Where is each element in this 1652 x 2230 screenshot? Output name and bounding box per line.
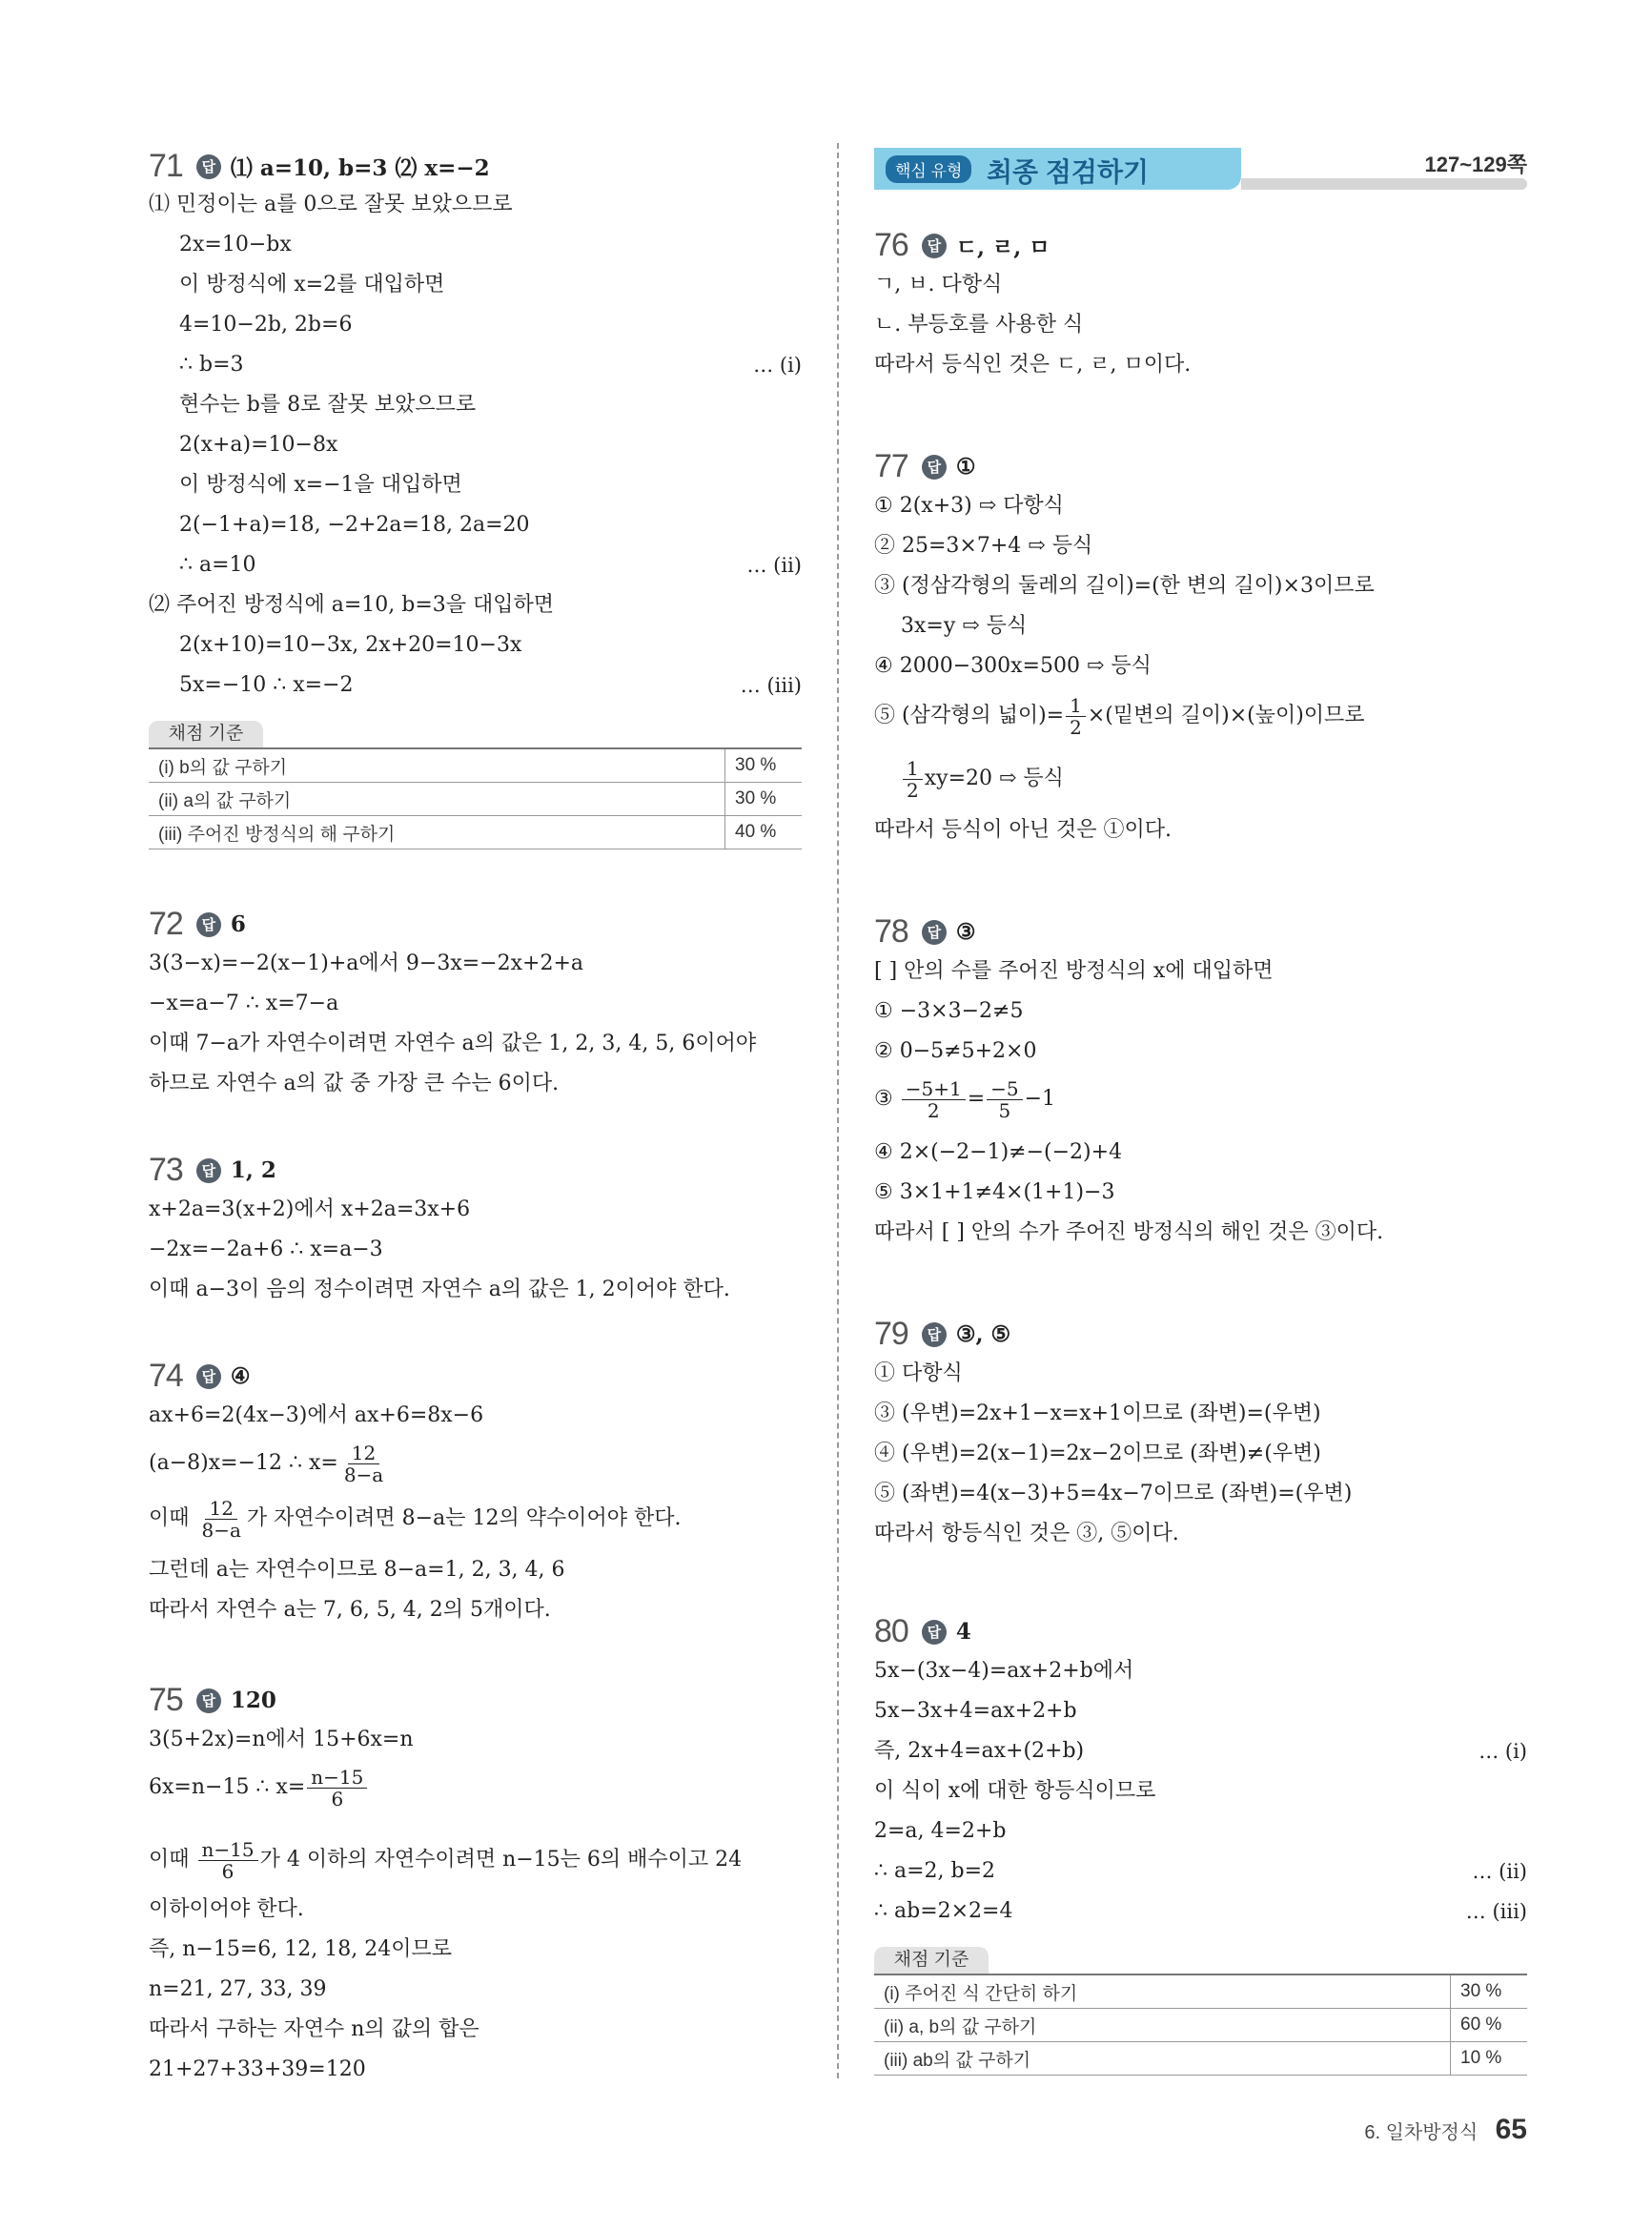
solution-line: ㄱ, ㅂ. 다항식 bbox=[874, 273, 1003, 297]
fraction-numerator: n−15 bbox=[198, 1839, 258, 1861]
fraction bbox=[987, 1078, 1022, 1121]
solution-line bbox=[874, 694, 1527, 738]
solution-line: 5x−(3x−4)=ax+2+b에서 bbox=[874, 1659, 1134, 1683]
line-text: 이때 bbox=[149, 1848, 196, 1872]
line-text: 가 자연수이려면 8−a는 12의 약수이어야 한다. bbox=[246, 1506, 682, 1530]
solution-line: ④ (우변)=2(x−1)=2x−2이므로 (좌변)≠(우변) bbox=[874, 1442, 1321, 1465]
section-rule bbox=[1241, 178, 1527, 190]
answer-text: ㄷ, ㄹ, ㅁ bbox=[955, 235, 1050, 260]
question-number: 71 bbox=[149, 148, 183, 184]
table-row bbox=[874, 2009, 1527, 2042]
criteria-label: 채점 기준 bbox=[874, 1947, 989, 1974]
criteria-pct: 40 % bbox=[725, 816, 803, 849]
answer-text: ④ bbox=[230, 1363, 251, 1389]
solution-line: 21+27+33+39=120 bbox=[149, 2057, 366, 2081]
solution-line: ① 다항식 bbox=[874, 1361, 963, 1385]
solution-line: 2(−1+a)=18, −2+2a=18, 2a=20 bbox=[179, 513, 530, 537]
chapter-label: 6. 일차방정식 bbox=[1364, 2122, 1479, 2143]
line-text: ⑤ (삼각형의 넓이)= bbox=[874, 704, 1065, 727]
answer-text: 120 bbox=[230, 1688, 276, 1713]
answer-text: 4 bbox=[955, 1619, 971, 1645]
solution-line: 현수는 b를 8로 잘못 보았으므로 bbox=[179, 393, 477, 417]
q80-header bbox=[874, 1613, 971, 1650]
criteria-table bbox=[149, 747, 802, 849]
solution-line: 2x=10−bx bbox=[179, 233, 292, 256]
solution-line: 5x=−10 ∴ x=−2 bbox=[179, 673, 354, 697]
solution-line: ① −3×3−2≠5 bbox=[874, 999, 1024, 1023]
section-header bbox=[874, 148, 1241, 190]
answer-text: ③, ⑤ bbox=[955, 1321, 1011, 1347]
solution-line bbox=[149, 1766, 802, 1810]
q76-header bbox=[874, 227, 1050, 264]
solution-line: ㄴ. 부등호를 사용한 식 bbox=[874, 313, 1084, 337]
solution-line: 이 방정식에 x=2를 대입하면 bbox=[179, 273, 445, 297]
solution-line: 따라서 구하는 자연수 n의 값의 합은 bbox=[149, 2017, 479, 2041]
q73-header bbox=[149, 1152, 276, 1189]
solution-line: −x=a−7 ∴ x=7−a bbox=[149, 992, 339, 1015]
fraction bbox=[1066, 695, 1086, 738]
solution-line: 3x=y ⇨ 등식 bbox=[901, 614, 1028, 638]
criteria-label: 채점 기준 bbox=[149, 721, 263, 747]
score-mark: … (ii) bbox=[1472, 1860, 1527, 1883]
criteria-pct: 30 % bbox=[725, 748, 803, 783]
answer-text: 1, 2 bbox=[230, 1157, 276, 1183]
q75-header bbox=[149, 1682, 276, 1719]
solution-line bbox=[149, 1497, 802, 1541]
criteria-pct: 30 % bbox=[725, 783, 803, 816]
fraction-denominator: 8−a bbox=[343, 1463, 384, 1486]
question-number: 77 bbox=[874, 448, 908, 484]
solution-line: ⑴ 민정이는 a를 0으로 잘못 보았으므로 bbox=[149, 193, 513, 216]
solution-line: ⑵ 주어진 방정식에 a=10, b=3을 대입하면 bbox=[149, 593, 555, 617]
score-mark: … (i) bbox=[753, 354, 802, 377]
fraction-denominator: 8−a bbox=[201, 1518, 241, 1542]
line-text: −1 bbox=[1024, 1087, 1056, 1111]
solution-line: ∴ b=3 bbox=[179, 353, 244, 377]
solution-line: 따라서 항등식인 것은 ③, ⑤이다. bbox=[874, 1522, 1179, 1545]
solution-line: ② 0−5≠5+2×0 bbox=[874, 1039, 1037, 1063]
solution-line: 이때 7−a가 자연수이려면 자연수 a의 값은 1, 2, 3, 4, 5, 6이어야 bbox=[149, 1032, 757, 1055]
question-number: 78 bbox=[874, 913, 908, 950]
line-text: xy=20 ⇨ 등식 bbox=[924, 767, 1064, 790]
criteria-table bbox=[874, 1974, 1527, 2076]
fraction bbox=[307, 1767, 367, 1810]
line-text: 가 4 이하의 자연수이려면 n−15는 6의 배수이고 24 bbox=[259, 1848, 743, 1872]
page-number: 65 bbox=[1495, 2114, 1527, 2145]
table-row bbox=[874, 1974, 1527, 2009]
score-mark: … (ii) bbox=[746, 554, 802, 577]
fraction bbox=[198, 1839, 258, 1882]
section-pill: 핵심 유형 bbox=[886, 155, 971, 183]
table-row bbox=[149, 816, 802, 849]
answer-badge: 답 bbox=[196, 912, 221, 937]
question-number: 72 bbox=[149, 906, 183, 942]
solution-line: 즉, 2x+4=ax+(2+b) bbox=[874, 1739, 1085, 1763]
solution-line: ∴ a=10 bbox=[179, 553, 256, 577]
criteria-pct: 60 % bbox=[1451, 2009, 1528, 2042]
fraction-denominator: 6 bbox=[221, 1859, 235, 1883]
fraction-denominator: 5 bbox=[998, 1098, 1011, 1122]
column-divider bbox=[837, 143, 839, 2078]
fraction bbox=[903, 758, 923, 801]
solution-line: 2(x+10)=10−3x, 2x+20=10−3x bbox=[179, 633, 522, 657]
solution-line: ③ (정삼각형의 둘레의 길이)=(한 변의 길이)×3이므로 bbox=[874, 574, 1375, 598]
line-text: (a−8)x=−12 ∴ x= bbox=[149, 1451, 338, 1475]
fraction bbox=[198, 1498, 245, 1541]
fraction-denominator: 6 bbox=[331, 1787, 344, 1811]
solution-line: ① 2(x+3) ⇨ 다항식 bbox=[874, 494, 1064, 518]
fraction bbox=[340, 1442, 387, 1485]
solution-line: 3(3−x)=−2(x−1)+a에서 9−3x=−2x+2+a bbox=[149, 951, 584, 975]
solution-line: ax+6=2(4x−3)에서 ax+6=8x−6 bbox=[149, 1403, 484, 1427]
fraction-denominator: 2 bbox=[907, 778, 919, 802]
answer-badge: 답 bbox=[196, 154, 221, 179]
solution-line: ② 25=3×7+4 ⇨ 등식 bbox=[874, 534, 1093, 558]
solution-line: [ ] 안의 수를 주어진 방정식의 x에 대입하면 bbox=[874, 959, 1274, 983]
fraction-numerator: 12 bbox=[348, 1442, 379, 1464]
solution-line: 즉, n−15=6, 12, 18, 24이므로 bbox=[149, 1937, 452, 1961]
answer-badge: 답 bbox=[922, 455, 947, 480]
criteria-item: (ii) a, b의 값 구하기 bbox=[874, 2009, 1451, 2042]
line-text: ×(밑변의 길이)×(높이)이므로 bbox=[1087, 704, 1365, 727]
score-mark: … (iii) bbox=[1465, 1900, 1527, 1923]
fraction-numerator: −5 bbox=[987, 1078, 1022, 1100]
answer-badge: 답 bbox=[196, 1688, 221, 1713]
criteria-item: (ii) a의 값 구하기 bbox=[149, 783, 725, 816]
fraction bbox=[902, 1078, 966, 1121]
q71-header bbox=[149, 148, 490, 185]
question-number: 73 bbox=[149, 1152, 183, 1188]
answer-badge: 답 bbox=[922, 234, 947, 258]
solution-line: ④ 2×(−2−1)≠−(−2)+4 bbox=[874, 1140, 1123, 1164]
solution-line: ③ (우변)=2x+1−x=x+1이므로 (좌변)=(우변) bbox=[874, 1401, 1321, 1425]
answer-badge: 답 bbox=[196, 1364, 221, 1389]
answer-text: 6 bbox=[230, 911, 246, 937]
solution-line: −2x=−2a+6 ∴ x=a−3 bbox=[149, 1238, 383, 1261]
solution-line: 따라서 등식이 아닌 것은 ①이다. bbox=[874, 818, 1172, 842]
solution-line: 이때 a−3이 음의 정수이려면 자연수 a의 값은 1, 2이어야 한다. bbox=[149, 1278, 730, 1301]
question-number: 75 bbox=[149, 1682, 183, 1718]
solution-line: 이 식이 x에 대한 항등식이므로 bbox=[874, 1779, 1156, 1803]
question-number: 79 bbox=[874, 1316, 908, 1352]
fraction-denominator: 2 bbox=[1070, 715, 1082, 739]
page-range: 127~129쪽 bbox=[1424, 153, 1527, 176]
q79-header bbox=[874, 1316, 1010, 1353]
question-number: 80 bbox=[874, 1613, 908, 1649]
table-row bbox=[149, 783, 802, 816]
answer-text: ③ bbox=[955, 919, 976, 945]
fraction-numerator: 1 bbox=[903, 758, 923, 780]
solution-line: ⑤ 3×1+1≠4×(1+1)−3 bbox=[874, 1180, 1115, 1204]
question-number: 76 bbox=[874, 227, 908, 263]
solution-line: ∴ a=2, b=2 bbox=[874, 1859, 996, 1883]
criteria-item: (iii) 주어진 방정식의 해 구하기 bbox=[149, 816, 725, 849]
table-row bbox=[149, 748, 802, 783]
solution-line: ⑤ (좌변)=4(x−3)+5=4x−7이므로 (좌변)=(우변) bbox=[874, 1482, 1353, 1505]
solution-line: 따라서 자연수 a는 7, 6, 5, 4, 2의 5개이다. bbox=[149, 1598, 551, 1622]
solution-line: ④ 2000−300x=500 ⇨ 등식 bbox=[874, 654, 1152, 678]
solution-line bbox=[149, 1442, 802, 1485]
solution-line: 그런데 a는 자연수이므로 8−a=1, 2, 3, 4, 6 bbox=[149, 1558, 565, 1582]
line-text: ③ bbox=[874, 1087, 900, 1111]
section-title: 최종 점검하기 bbox=[987, 157, 1150, 187]
answer-badge: 답 bbox=[922, 920, 947, 945]
q72-header bbox=[149, 906, 246, 943]
solution-line bbox=[874, 1077, 1527, 1121]
solution-line: n=21, 27, 33, 39 bbox=[149, 1977, 327, 2001]
criteria-item: (iii) ab의 값 구하기 bbox=[874, 2042, 1451, 2076]
answer-badge: 답 bbox=[922, 1620, 947, 1645]
table-row bbox=[874, 2042, 1527, 2076]
solution-line bbox=[149, 1838, 802, 1882]
score-mark: … (iii) bbox=[740, 674, 802, 697]
fraction-numerator: 1 bbox=[1066, 695, 1086, 717]
solution-line: x+2a=3(x+2)에서 x+2a=3x+6 bbox=[149, 1197, 471, 1221]
score-mark: … (i) bbox=[1479, 1740, 1527, 1763]
solution-line: 따라서 등식인 것은 ㄷ, ㄹ, ㅁ이다. bbox=[874, 353, 1192, 377]
criteria-item: (i) b의 값 구하기 bbox=[149, 748, 725, 783]
fraction-denominator: 2 bbox=[927, 1098, 940, 1122]
criteria-pct: 30 % bbox=[1451, 1974, 1528, 2009]
criteria-item: (i) 주어진 식 간단히 하기 bbox=[874, 1974, 1451, 2009]
solution-line: 4=10−2b, 2b=6 bbox=[179, 313, 353, 337]
solution-line: ∴ ab=2×2=4 bbox=[874, 1899, 1013, 1923]
solution-line: 따라서 [ ] 안의 수가 주어진 방정식의 해인 것은 ③이다. bbox=[874, 1220, 1384, 1244]
solution-line: 5x−3x+4=ax+2+b bbox=[874, 1699, 1077, 1723]
solution-line: 하므로 자연수 a의 값 중 가장 큰 수는 6이다. bbox=[149, 1072, 560, 1095]
q78-header bbox=[874, 913, 975, 951]
fraction-numerator: −5+1 bbox=[902, 1078, 966, 1100]
fraction-numerator: 12 bbox=[205, 1498, 236, 1520]
answer-text: ⑴ a=10, b=3 ⑵ x=−2 bbox=[230, 155, 490, 181]
question-number: 74 bbox=[149, 1358, 183, 1394]
answer-badge: 답 bbox=[922, 1322, 947, 1347]
criteria-pct: 10 % bbox=[1451, 2042, 1528, 2076]
solution-line: 2(x+a)=10−8x bbox=[179, 433, 338, 457]
line-text: 이때 bbox=[149, 1506, 196, 1530]
solution-line: 이 방정식에 x=−1을 대입하면 bbox=[179, 473, 462, 497]
q74-header bbox=[149, 1358, 250, 1395]
solution-line: 이하이어야 한다. bbox=[149, 1897, 304, 1921]
answer-badge: 답 bbox=[196, 1158, 221, 1183]
line-text: = bbox=[967, 1087, 986, 1111]
fraction-numerator: n−15 bbox=[307, 1767, 367, 1789]
line-text: 6x=n−15 ∴ x= bbox=[149, 1775, 306, 1799]
solution-line bbox=[901, 757, 1527, 801]
solution-line: 3(5+2x)=n에서 15+6x=n bbox=[149, 1728, 414, 1751]
q77-header bbox=[874, 448, 975, 485]
page-footer bbox=[1364, 2114, 1527, 2146]
solution-line: 2=a, 4=2+b bbox=[874, 1819, 1007, 1843]
answer-text: ① bbox=[955, 454, 976, 480]
